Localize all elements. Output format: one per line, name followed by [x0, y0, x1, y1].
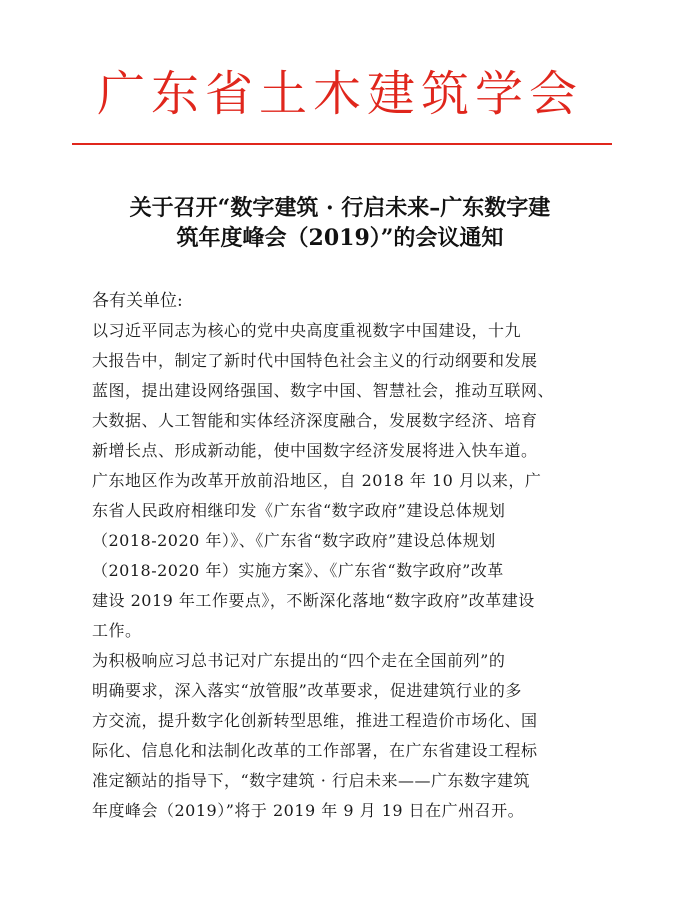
- paragraph-2-line-1: 广东地区作为改革开放前沿地区，自 2018 年 10 月以来，广: [92, 471, 542, 490]
- salutation: 各有关单位:: [92, 291, 183, 311]
- paragraph-2-line-6: 工作。: [92, 621, 142, 640]
- paragraph-1-line-4: 大数据、人工智能和实体经济深度融合，发展数字经济、培育: [92, 411, 538, 430]
- paragraph-3-line-3: 方交流，提升数字化创新转型思维，推进工程造价市场化、国: [92, 711, 538, 730]
- paragraph-1-line-3: 蓝图，提出建设网络强国、数字中国、智慧社会，推动互联网、: [92, 381, 555, 400]
- paragraph-3-line-6: 年度峰会（2019）”将于 2019 年 9 月 19 日在广州召开。: [92, 801, 525, 820]
- document-title: [80, 193, 600, 253]
- paragraph-3-line-5: 准定额站的指导下，“数字建筑 · 行启未来——广东数字建筑: [92, 771, 530, 790]
- letterhead-red-rule: [72, 143, 612, 145]
- document-title-line-1: 关于召开“数字建筑 · 行启未来–广东数字建: [129, 195, 551, 221]
- paragraph-3-line-2: 明确要求，深入落实“放管服”改革要求，促进建筑行业的多: [92, 681, 522, 700]
- letterhead-org-name: 广东省土木建筑学会: [96, 66, 583, 122]
- paragraph-2-line-3: （2018-2020 年）》、《广东省“数字政府”建设总体规划: [92, 531, 496, 550]
- document-title-line-2: 筑年度峰会（2019）”的会议通知: [176, 225, 504, 251]
- paragraph-3-line-4: 际化、信息化和法制化改革的工作部署，在广东省建设工程标: [92, 741, 538, 760]
- paragraph-1-line-1: 以习近平同志为核心的党中央高度重视数字中国建设，十九: [92, 321, 522, 340]
- paragraph-1-line-2: 大报告中，制定了新时代中国特色社会主义的行动纲要和发展: [92, 351, 538, 370]
- paragraph-2-line-4: （2018-2020 年）实施方案》、《广东省“数字政府”改革: [92, 561, 504, 580]
- paragraph-1-line-5: 新增长点、形成新动能，使中国数字经济发展将进入快车道。: [92, 441, 538, 460]
- paragraph-2-line-2: 东省人民政府相继印发《广东省“数字政府”建设总体规划: [92, 501, 506, 520]
- paragraph-2-line-5: 建设 2019 年工作要点》，不断深化落地“数字政府”改革建设: [92, 591, 535, 610]
- paragraph-3-line-1: 为积极响应习总书记对广东提出的“四个走在全国前列”的: [92, 651, 506, 670]
